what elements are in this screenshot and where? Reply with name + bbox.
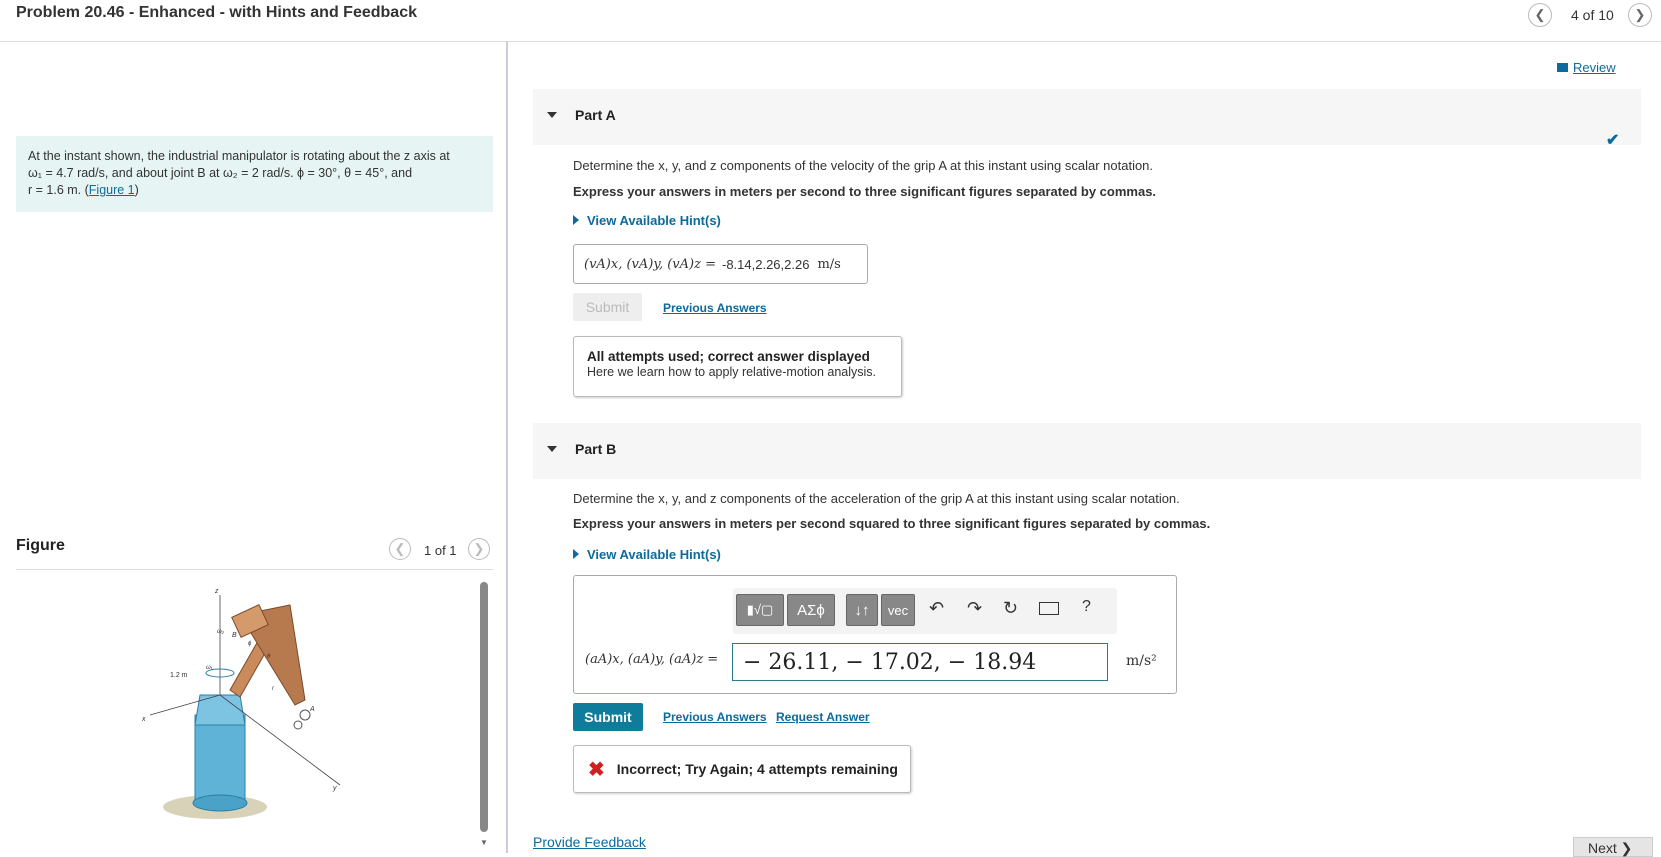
label-w1: ω₁ bbox=[206, 665, 213, 671]
part-a-hint-toggle[interactable] bbox=[573, 213, 721, 228]
part-b-label: Part B bbox=[575, 441, 617, 457]
greek-symbols-button[interactable]: ΑΣϕ bbox=[787, 594, 835, 626]
part-a-answer-box bbox=[573, 244, 868, 284]
part-b-answer-unit: m/s² bbox=[1126, 653, 1157, 669]
figure-heading: Figure bbox=[16, 537, 65, 554]
label-A: A bbox=[310, 706, 315, 713]
part-a-answer-label: (vA)x, (vA)y, (vA)z = bbox=[584, 256, 716, 272]
figure-link[interactable]: Figure 1 bbox=[88, 183, 135, 197]
collapse-triangle-icon bbox=[547, 112, 557, 118]
subscript-superscript-button[interactable]: ↓↑ bbox=[846, 594, 878, 626]
problem-line-3-prefix: r = 1.6 m. ( bbox=[28, 183, 89, 197]
header-bar bbox=[0, 0, 1661, 42]
templates-button[interactable]: ▮√▢ bbox=[736, 594, 784, 626]
part-a-instruction: Express your answers in meters per second to three significant figures separated by commas. bbox=[573, 184, 1157, 199]
provide-feedback-link[interactable]: Provide Feedback bbox=[533, 834, 646, 850]
part-a-feedback-text: Here we learn how to apply relative-motion analysis. bbox=[587, 365, 877, 379]
part-a-feedback-title: All attempts used; correct answer displayed bbox=[587, 349, 870, 364]
part-b-hint-toggle[interactable] bbox=[573, 547, 721, 562]
part-b-submit-button[interactable]: Submit bbox=[573, 703, 643, 731]
label-z: z bbox=[215, 588, 219, 595]
figure-scrollbar[interactable] bbox=[480, 582, 488, 832]
label-height: 1.2 m bbox=[170, 672, 188, 679]
help-icon[interactable]: ? bbox=[1082, 598, 1091, 615]
review-link[interactable]: Review bbox=[1573, 60, 1616, 75]
next-button[interactable]: Next ❯ bbox=[1573, 837, 1653, 857]
problem-line-2: ω₁ = 4.7 rad/s, and about joint B at ω₂ = 2 rad/s. ϕ = 30°, θ = 45°, and bbox=[28, 166, 413, 180]
problem-line-1: At the instant shown, the industrial manipulator is rotating about the z axis at bbox=[28, 149, 450, 163]
collapse-triangle-icon bbox=[547, 446, 557, 452]
part-b-header[interactable] bbox=[533, 423, 1641, 479]
book-icon bbox=[1557, 63, 1568, 72]
figure-prev-icon[interactable]: ❮ bbox=[389, 538, 411, 560]
problem-position: 4 of 10 bbox=[1571, 7, 1614, 23]
undo-icon[interactable]: ↶ bbox=[929, 598, 945, 618]
part-b-answer-input[interactable]: − 26.11, − 17.02, − 18.94 bbox=[732, 643, 1108, 681]
label-r: r bbox=[272, 686, 274, 692]
manipulator-figure bbox=[140, 585, 390, 835]
part-b-instruction: Express your answers in meters per second squared to three significant figures separated by commas. bbox=[573, 516, 1211, 531]
caret-right-icon bbox=[573, 215, 579, 225]
part-b-feedback-text: Incorrect; Try Again; 4 attempts remaining bbox=[616, 761, 898, 777]
part-b-feedback bbox=[573, 745, 911, 793]
part-a-question: Determine the x, y, and z components of the velocity of the grip A at this instant using scalar notation. bbox=[573, 158, 1154, 173]
part-a-header[interactable] bbox=[533, 89, 1641, 145]
figure-divider bbox=[16, 569, 493, 570]
problem-line-3-suffix: ) bbox=[134, 183, 139, 197]
label-w2: ω₂ bbox=[217, 629, 224, 635]
problem-line-3 bbox=[28, 182, 481, 199]
x-icon: ✖ bbox=[588, 758, 605, 781]
part-b-previous-answers-link[interactable]: Previous Answers bbox=[663, 710, 767, 724]
reset-icon[interactable]: ↻ bbox=[1003, 598, 1019, 618]
keyboard-icon[interactable] bbox=[1039, 602, 1059, 615]
redo-icon[interactable]: ↷ bbox=[967, 598, 983, 618]
problem-statement bbox=[16, 136, 493, 212]
chevron-left-icon[interactable]: ❮ bbox=[1528, 3, 1552, 27]
part-a-feedback bbox=[573, 336, 902, 397]
label-B: B bbox=[232, 632, 237, 639]
figure-next-icon[interactable]: ❯ bbox=[468, 538, 490, 560]
part-b-answer-label: (aA)x, (aA)y, (aA)z = bbox=[585, 652, 719, 667]
chevron-right-icon[interactable]: ❯ bbox=[1628, 3, 1652, 27]
label-theta: θ bbox=[267, 654, 271, 660]
part-a-label: Part A bbox=[575, 107, 616, 123]
checkmark-icon: ✔ bbox=[1606, 132, 1620, 149]
page-title: Problem 20.46 - Enhanced - with Hints and Feedback bbox=[16, 4, 417, 21]
part-a-answer-value: -8.14,2.26,2.26 bbox=[721, 256, 810, 272]
label-x: x bbox=[142, 716, 146, 723]
math-toolbar bbox=[733, 588, 1117, 634]
caret-right-icon bbox=[573, 549, 579, 559]
part-b-question: Determine the x, y, and z components of the acceleration of the grip A at this instant using scalar notation. bbox=[573, 491, 1180, 506]
request-answer-link[interactable]: Request Answer bbox=[776, 710, 870, 724]
part-a-hint-label: View Available Hint(s) bbox=[587, 213, 721, 228]
label-phi: ϕ bbox=[248, 641, 252, 647]
scroll-down-icon[interactable]: ▼ bbox=[480, 838, 488, 847]
figure-count: 1 of 1 bbox=[424, 543, 457, 558]
part-a-submit-button[interactable]: Submit bbox=[573, 293, 642, 321]
part-b-hint-label: View Available Hint(s) bbox=[587, 547, 721, 562]
part-a-previous-answers-link[interactable]: Previous Answers bbox=[663, 301, 767, 315]
vector-button[interactable]: vec bbox=[881, 594, 915, 626]
part-a-answer-unit: m/s bbox=[817, 256, 841, 272]
label-y: y bbox=[333, 785, 337, 792]
